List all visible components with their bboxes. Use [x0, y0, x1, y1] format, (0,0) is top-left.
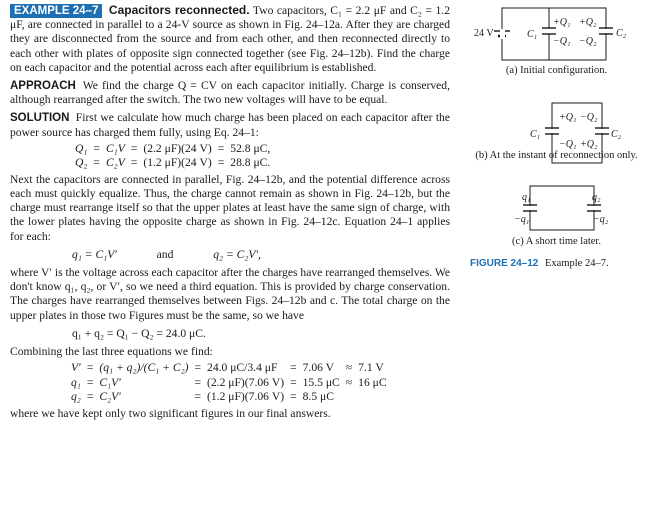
eq-rhs: (2.2 μF)(7.06 V): [207, 375, 285, 389]
example-intro-text: Two capacitors, C₁ = 2.2 μF and C₂ = 1.2 μF, are connected in parallel to a 24-V source as shown in Fig. 24–12a. After they are charged they are disconnected from the source and from each other, and then reconnected directly to each other with plates of opposite sign connected together (see Fig. 24–12b). Find the charge on each capacitor and the potential across each after equilibrium is established.: [10, 4, 451, 74]
charge-label: +Q₁: [553, 17, 571, 28]
eq-approx: 7.1 V: [358, 361, 384, 375]
example-badge: EXAMPLE 24–7: [10, 4, 102, 18]
circuit-c-wire: [530, 186, 594, 230]
eq-lhs: V′: [71, 361, 81, 375]
paragraph-combining: Combining the last three equations we find:: [10, 345, 213, 359]
charge-label: q₁: [522, 192, 531, 203]
charge-label: −Q₁: [559, 139, 577, 150]
c1-gap: [527, 206, 533, 210]
c2-gap: [591, 206, 597, 210]
example-body: [10, 3, 450, 421]
eq-result: 8.5 μC: [302, 390, 334, 404]
charge-label: q₂: [592, 192, 601, 203]
paragraph-final-note: where we have kept only two significant figures in our final answers.: [10, 406, 331, 420]
eq-result: 28.8 μC.: [230, 156, 271, 170]
eq-result: 7.06 V: [302, 361, 334, 375]
charge-label: −Q₂: [580, 112, 598, 123]
caption-b: (b) At the instant of reconnection only.: [475, 150, 638, 161]
caption-a: (a) Initial configuration.: [505, 65, 608, 76]
solution-paragraph: [10, 111, 450, 139]
eq-rhs: (2.2 μF)(24 V): [143, 141, 212, 155]
eq-result: 15.5 μC: [302, 375, 340, 389]
caption-c: (c) A short time later.: [512, 236, 601, 247]
equation-per-capacitor: [72, 248, 450, 262]
solution-text: First we calculate how much charge has been placed on each capacitor after the power source has charged them fully, using Eq. 24–1:: [10, 111, 450, 139]
eq-q2: q₂ = C₂V′,: [213, 247, 261, 261]
charge-label: +Q₁: [559, 112, 577, 123]
eq-lhs: Q₁: [75, 141, 88, 155]
eq-lhs: q₁: [71, 375, 81, 389]
circuit-c: [523, 186, 601, 230]
c1-gap: [549, 129, 555, 133]
eq-rhs: 24.0 μC/3.4 μF: [207, 361, 278, 375]
c2-gap: [599, 129, 605, 133]
eq-mid: (q₁ + q₂)/(C₁ + C₂): [99, 361, 189, 375]
equation-final-results: [10, 361, 450, 405]
equation-row: Q₁ = C₁V = (2.2 μF)(24 V) = 52.8 μC,: [72, 142, 273, 157]
eq-mid: C₂V′: [99, 390, 121, 404]
equation-row: V′ = (q₁ + q₂)/(C₁ + C₂) = 24.0 μC/3.4 μF = 7.06 V ≈ 7.1 V: [68, 361, 390, 376]
eq-mid: C₂V: [105, 156, 125, 170]
eq-mid: C₁V′: [99, 375, 121, 389]
equation-initial-charges: [10, 142, 450, 171]
paragraph-conservation: where V′ is the voltage across each capacitor after the charges have rearranged themselves. We don't know q₁, q₂, or V′, so we need a third equation. This is provided by charge conservation. The charges have rearranged themselves between Figs. 24–12b and c. The total charge on the upper plates in those two Figures must be the same, so we have: [10, 266, 450, 322]
equation-charge-conservation: q₁ + q₂ = Q₁ − Q₂ = 24.0 μC.: [72, 326, 206, 340]
circuit-a: [494, 8, 613, 60]
eq-rhs: (1.2 μF)(7.06 V): [207, 390, 285, 404]
charge-label: −Q₂: [579, 36, 597, 47]
approach-text: We find the charge Q = CV on each capacitor initially. Charge is conserved, although rearranged after the switch. The two new voltages will have to be equal.: [10, 79, 450, 107]
eq-q1: q₁ = C₁V′: [72, 247, 117, 261]
example-intro: [10, 3, 450, 75]
eq-rhs: (1.2 μF)(24 V): [143, 156, 212, 170]
approach-label: APPROACH: [10, 80, 76, 93]
eq-approx: [355, 390, 389, 405]
figure-number: FIGURE 24–12: [470, 258, 539, 269]
eq-mid: C₁V: [105, 141, 125, 155]
equation-row: q₂ = C₂V′ = (1.2 μF)(7.06 V) = 8.5 μC: [68, 390, 390, 405]
equation-row: Q₂ = C₂V = (1.2 μF)(24 V) = 28.8 μC.: [72, 156, 273, 171]
figure-label: [470, 258, 609, 269]
charge-label: −q₁: [514, 214, 530, 225]
example-title: Capacitors reconnected.: [108, 3, 250, 17]
eq-lhs: q₂: [71, 390, 81, 404]
charge-label: +Q₂: [580, 139, 598, 150]
approach-paragraph: [10, 79, 450, 107]
charge-label: +Q₂: [579, 17, 597, 28]
equation-row: q₁ = C₁V′ = (2.2 μF)(7.06 V) = 15.5 μC ≈ 16 μC: [68, 376, 390, 391]
charge-label: −Q₁: [553, 36, 571, 47]
solution-label: SOLUTION: [10, 112, 70, 125]
eq-approx: 16 μC: [358, 375, 387, 389]
capacitor-c2-label: C₂: [611, 129, 622, 140]
eq-lhs: Q₂: [75, 156, 88, 170]
capacitor-c2-label: C₂: [616, 28, 627, 39]
battery-label: 24 V: [474, 28, 494, 39]
battery-gap: [500, 29, 505, 39]
eq-result: 52.8 μC,: [230, 141, 271, 155]
c2-gap: [604, 29, 609, 33]
capacitor-c1-label: C₁: [530, 129, 541, 140]
figure-description: Example 24–7.: [545, 258, 609, 269]
capacitor-c1-label: C₁: [527, 29, 538, 40]
paragraph-parallel: Next the capacitors are connected in parallel, Fig. 24–12b, and the potential difference across each must quickly equalize. Thus, the charge cannot remain as shown in Fig. 24–12b, but the charge must rearrange itself so that the upper plates at least have the same sign of charge, with the lower plates having the opposite charge as shown in Fig. 24–12c. Equation 24–1 applies for each:: [10, 172, 450, 243]
charge-label: −q₂: [593, 214, 609, 225]
eq-and: and: [156, 247, 174, 261]
